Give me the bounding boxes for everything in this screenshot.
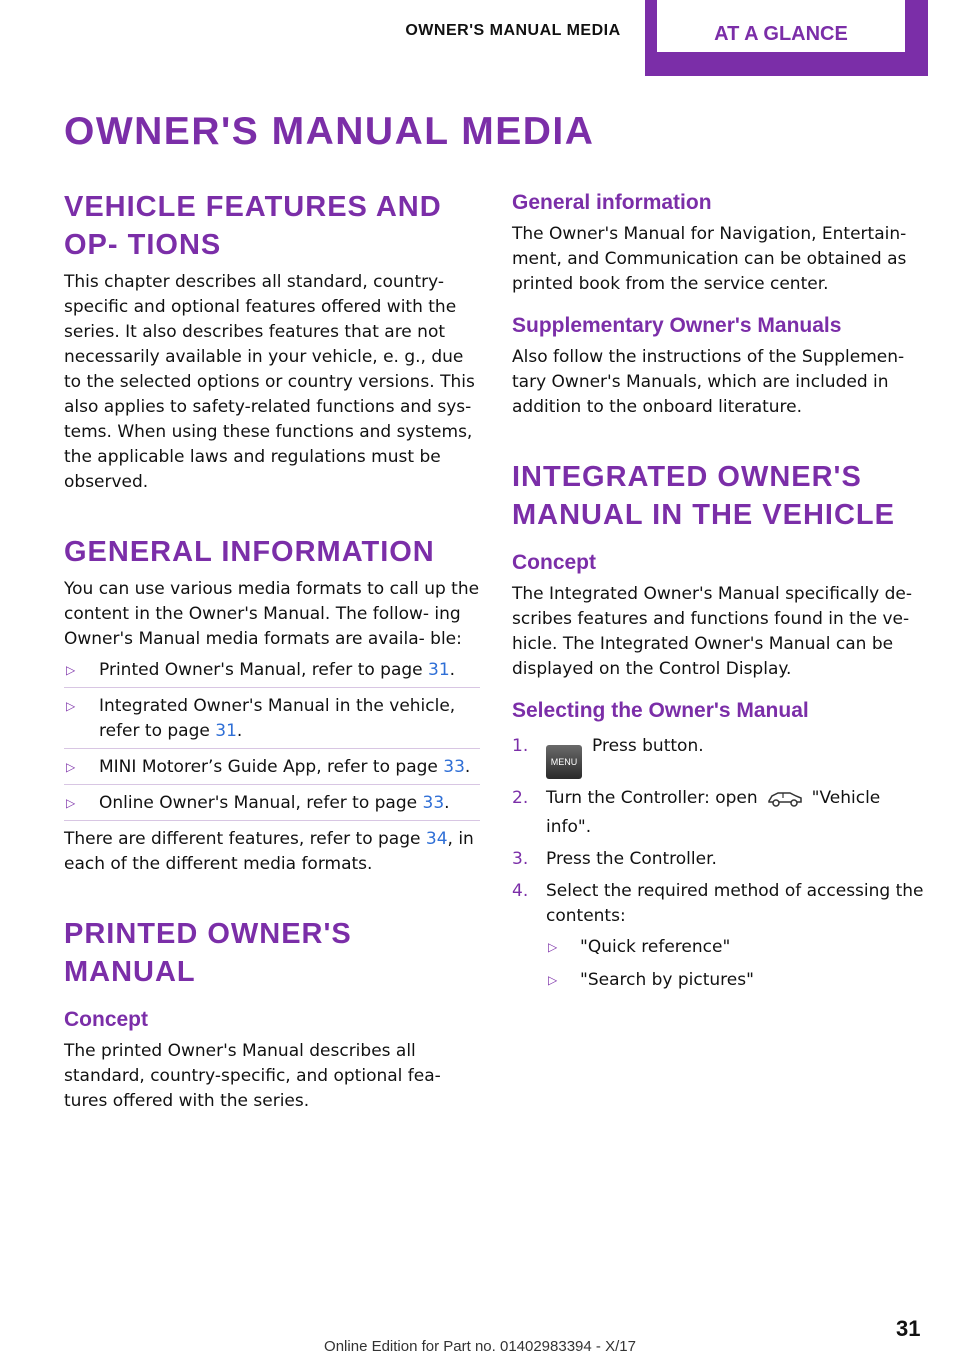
- vehicle-features-text: This chapter describes all standard, country-specific and optional features offered with the series. It also describes features that are not necessarily available in your vehicle, e. g., due to the selected options or country versions. This also applies to safety-related functions and sys‐ tems. When using these functions and systems, the applicable laws and regulations must be observed.: [64, 272, 475, 492]
- printed-manual-heading: PRINTED OWNER'S MANUAL: [64, 918, 352, 988]
- step-text: Turn the Controller: open: [546, 788, 758, 808]
- step-number: 1.: [512, 736, 529, 756]
- printed-concept-heading: Concept: [64, 1008, 148, 1031]
- page-reference-link[interactable]: 31: [428, 660, 450, 680]
- step-number: 3.: [512, 849, 529, 869]
- page-reference-link[interactable]: 33: [422, 793, 445, 813]
- concept-heading: Concept: [512, 551, 596, 574]
- menu-button-icon: MENU: [546, 745, 582, 779]
- page-reference-link[interactable]: 33: [443, 757, 465, 777]
- vehicle-icon: [766, 789, 804, 815]
- general-information-text: You can use various media formats to call up the content in the Owner's Manual. The follow‐ ing Owner's Manual media formats are availa‐ ble:: [64, 579, 480, 649]
- concept-text: The Integrated Owner's Manual specifically de‐ scribes features and functions found in the ve‐ hicle. The Integrated Owner's Manual can be displayed on the Control Display.: [512, 584, 913, 679]
- vehicle-features-heading: VEHICLE FEATURES AND OP‐ TIONS: [64, 191, 442, 261]
- access-methods-list: [546, 935, 928, 997]
- integrated-manual-heading: INTEGRATED OWNER'S MANUAL IN THE VEHICLE: [512, 461, 895, 531]
- header-tab: [645, 0, 928, 76]
- general-info-heading: General information: [512, 191, 712, 214]
- list-item: ▷ "Quick reference": [546, 935, 928, 964]
- header-tab-label: AT A GLANCE: [657, 0, 905, 52]
- step-text: Press the Controller.: [546, 849, 717, 869]
- general-info-text: The Owner's Manual for Navigation, Entertain‐ ment, and Communication can be obtained as printed book from the service center.: [512, 224, 907, 294]
- left-column: [64, 188, 480, 1114]
- supplementary-text: Also follow the instructions of the Supplemen‐ tary Owner's Manuals, which are included in addition to the onboard literature.: [512, 347, 905, 417]
- footer-edition: Online Edition for Part no. 01402983394 - X/17: [324, 1338, 636, 1355]
- step-number: 2.: [512, 788, 529, 808]
- list-item: ▷ MINI Motorer’s Guide App, refer to page 33.: [64, 755, 480, 785]
- general-information-heading: GENERAL INFORMATION: [64, 536, 435, 568]
- list-item: [512, 734, 928, 779]
- selecting-heading: Selecting the Owner's Manual: [512, 699, 809, 722]
- steps-list: [512, 734, 928, 997]
- step-text: Select the required method of accessing the contents:: [546, 881, 924, 926]
- printed-concept-text: The printed Owner's Manual describes all standard, country-specific, and optional fea‐ tures offered with the series.: [64, 1041, 441, 1111]
- media-formats-list: [64, 658, 480, 821]
- list-item: ▷ Online Owner's Manual, refer to page 33.: [64, 791, 480, 821]
- page-number: 31: [896, 1316, 921, 1341]
- list-item: ▷ "Search by pictures": [546, 968, 928, 997]
- list-item: [512, 786, 928, 840]
- page-title: OWNER'S MANUAL MEDIA: [64, 110, 595, 153]
- step-number: 4.: [512, 881, 529, 901]
- step-text: "Vehicle info".: [546, 788, 881, 837]
- features-text: There are different features, refer to page 34, in each of the different media formats.: [64, 829, 474, 874]
- list-item: ▷ Integrated Owner's Manual in the vehicle, refer to page 31.: [64, 694, 480, 749]
- step-text: Press button.: [592, 736, 704, 756]
- header-section-title: OWNER'S MANUAL MEDIA: [405, 22, 621, 39]
- right-column: [512, 188, 928, 1004]
- page-reference-link[interactable]: 31: [215, 721, 237, 741]
- page-reference-link[interactable]: 34: [425, 829, 448, 849]
- list-item: ▷ Printed Owner's Manual, refer to page 31.: [64, 658, 480, 688]
- supplementary-heading: Supplementary Owner's Manuals: [512, 314, 842, 337]
- list-item: [512, 879, 928, 997]
- list-item: [512, 847, 928, 872]
